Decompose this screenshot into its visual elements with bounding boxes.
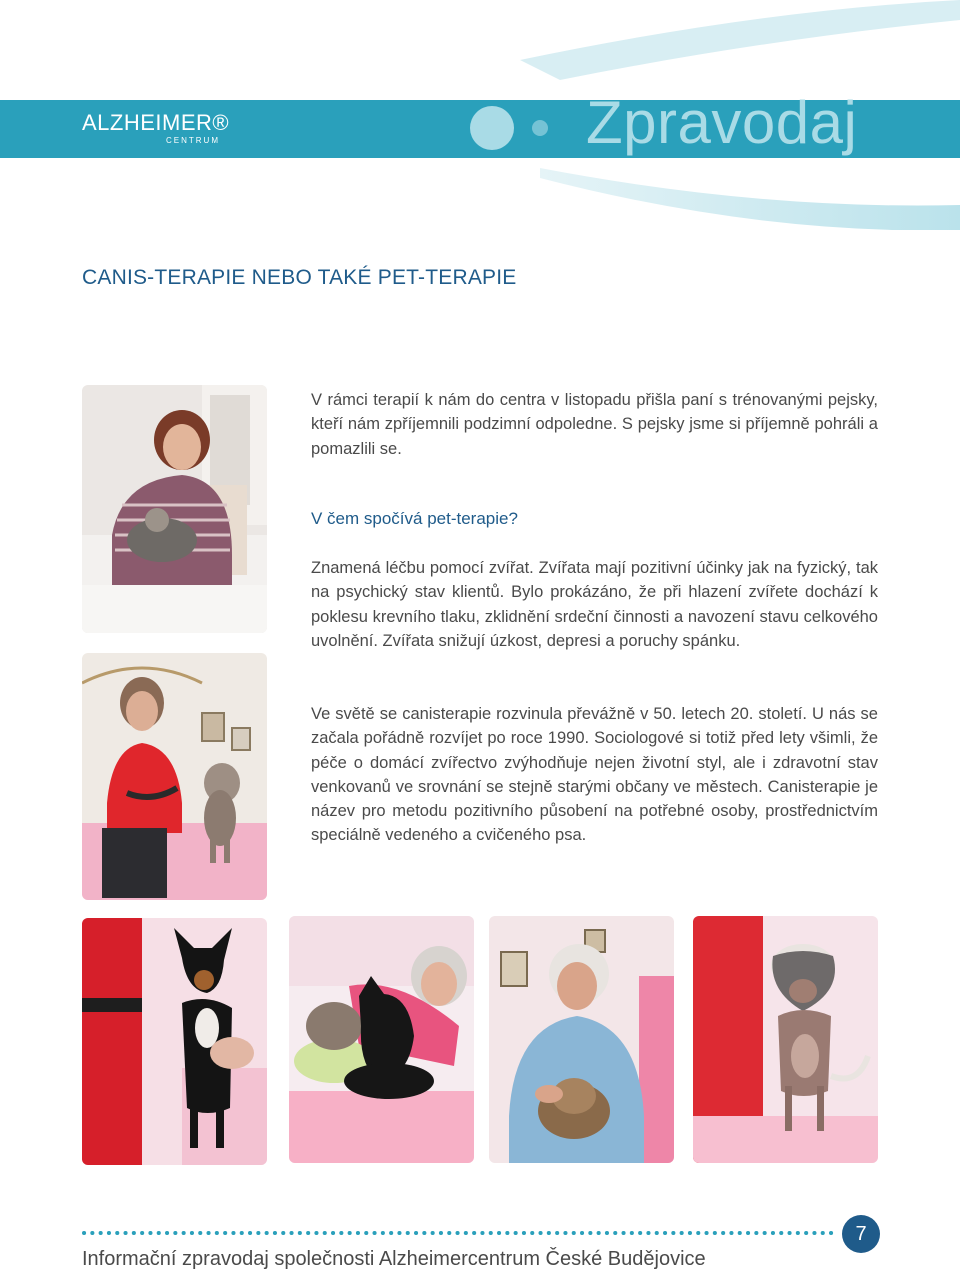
section-subheading: V čem spočívá pet-terapie? [311,509,518,528]
photo-woman-bed-two-dogs [289,916,474,1163]
page-number-badge: 7 [842,1215,880,1253]
photo-woman-red-sweater-dog [82,653,267,900]
logo-wordmark: ALZHEIMER® [82,110,230,135]
article-title: CANIS-TERAPIE NEBO TAKÉ PET-TERAPIE [82,266,517,289]
intro-text: V rámci terapií k nám do centra v listopadu přišla paní s trénovanými pejsky, kteří nám zpříjemnili podzimní odpoledne. S pejsky jsme si příjemně pohráli a pomazlili se. [311,391,878,458]
photo-woman-with-dog-bed [82,385,267,633]
paragraph-3-text: Ve světě se canisterapie rozvinula převážně v 50. letech 20. století. U nás se začala pořádně rozvíjet po roce 1990. Sociologové si totiž před lety všimli, že péče o domácí zvířectvo zvýhodňuje nejen životní styl, ale i zdravotní stav venkovanů ve srovnání se stejně starými občany ve městech. Canisterapie je název pro metodu pozitivního působení na potřebné osoby, prostřednictvím speciálně vedeného a cvičeného psa. [311,705,878,845]
footer-dotted-rule [82,1229,834,1237]
paragraph-2-text: Znamená léčbu pomocí zvířat. Zvířata mají pozitivní účinky jak na fyzický, tak na psychický stav klientů. Bylo prokázáno, že při hlazení zvířete dochází k poklesu krevního tlaku, zklidnění srdeční činnosti a navození stavu celkového uvolnění. Zvířata snižují úzkost, depresi a poruchy spánku. [311,559,878,650]
paragraph-2 [311,556,878,653]
photo-man-with-small-dog [489,916,674,1163]
alzheimer-logo [82,108,242,152]
logo-subtitle: CENTRUM [166,136,220,145]
intro-paragraph [311,388,878,461]
paragraph-3 [311,702,878,848]
photo-black-dog-held [82,918,267,1165]
photo-crested-dog [693,916,878,1163]
footer-text: Informační zpravodaj společnosti Alzheimercentrum České Budějovice [82,1248,706,1270]
masthead-title: Zpravodaj [586,89,858,156]
